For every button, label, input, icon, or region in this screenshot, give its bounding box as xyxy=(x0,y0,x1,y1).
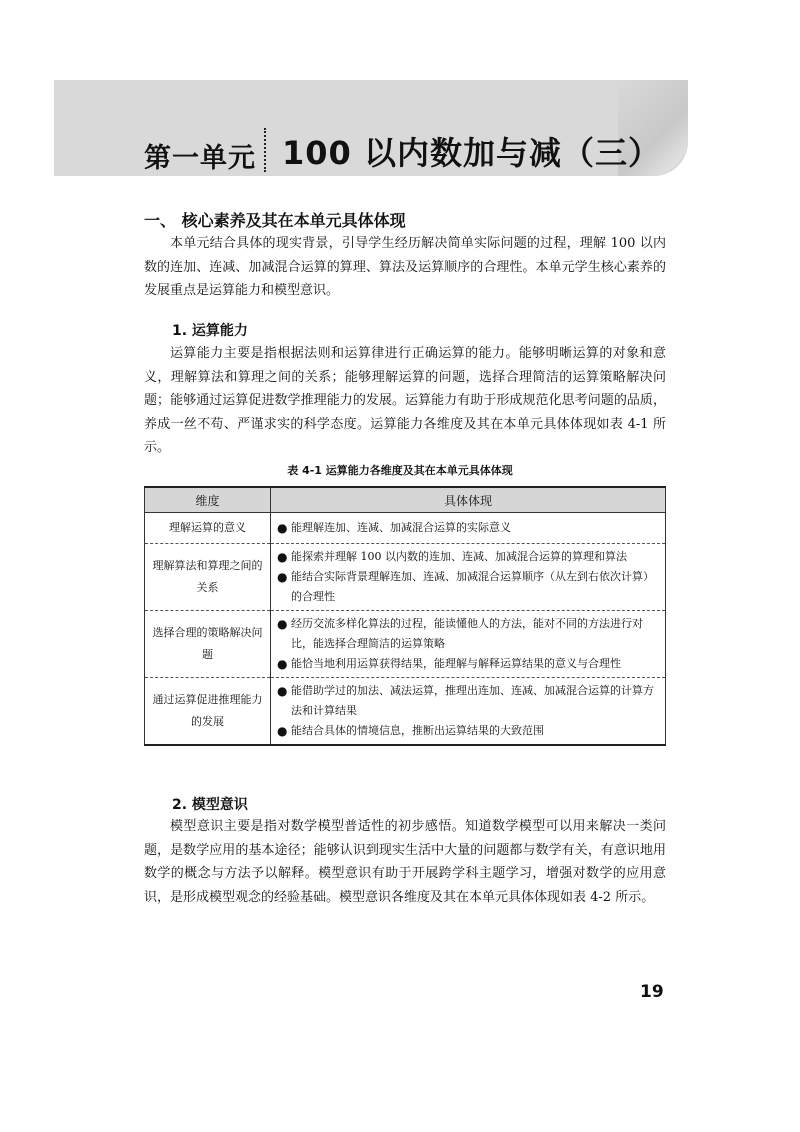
subheading-model-awareness: 2. 模型意识 xyxy=(172,797,248,813)
bullet-icon: ● xyxy=(277,570,288,584)
item-text: 能借助学过的加法、减法运算，推理出连加、连减、加减混合运算的计算方法和计算结果 xyxy=(291,684,654,717)
table-row xyxy=(145,611,666,678)
table-row xyxy=(145,544,666,611)
subheading-operation-ability: 1. 运算能力 xyxy=(172,323,248,339)
item-text: 能结合具体的情境信息，推断出运算结果的大致范围 xyxy=(291,724,544,737)
bullet-icon: ● xyxy=(277,617,288,631)
section-heading: 一、 核心素养及其在本单元具体体现 xyxy=(144,211,406,230)
table-header-row xyxy=(145,487,666,513)
item-text: 能探索并理解 100 以内数的连加、连减、加减混合运算的算理和算法 xyxy=(291,550,627,563)
list-item xyxy=(277,654,659,674)
table-row xyxy=(145,678,666,746)
item-text: 能结合实际背景理解连加、连减、加减混合运算顺序（从左到右依次计算）的合理性 xyxy=(291,570,654,603)
item-text: 能恰当地利用运算获得结果，能理解与解释运算结果的意义与合理性 xyxy=(291,657,621,670)
bullet-icon: ● xyxy=(277,521,288,535)
table-caption: 表 4-1 运算能力各维度及其在本单元具体体现 xyxy=(287,464,513,477)
unit-title: 100 以内数加与减（三） xyxy=(282,134,661,172)
operation-ability-paragraph: 运算能力主要是指根据法则和运算律进行正确运算的能力。能够明晰运算的对象和意义，理解算法和算理之间的关系；能够理解运算的问题，选择合理简洁的运算策略解决问题；能够通过运算促进数学推理能力的发展。运算能力有助于形成规范化思考问题的品质，养成一丝不苟、严谨求实的科学态度。运算能力各维度及其在本单元具体体现如表 4-1 所示。 xyxy=(144,346,666,455)
row-dimension: 理解算法和算理之间的关系 xyxy=(145,544,271,611)
row-dimension: 理解运算的意义 xyxy=(145,513,271,544)
list-item xyxy=(277,614,659,654)
row-detail xyxy=(271,611,666,678)
list-item xyxy=(277,547,659,567)
row-dimension: 通过运算促进推理能力的发展 xyxy=(145,678,271,746)
unit-label: 第一单元 xyxy=(144,143,256,174)
dimensions-table xyxy=(144,486,666,746)
bullet-icon: ● xyxy=(277,724,288,738)
bullet-icon: ● xyxy=(277,657,288,671)
list-item xyxy=(277,518,659,538)
bullet-icon: ● xyxy=(277,550,288,564)
list-item xyxy=(277,681,659,721)
table-header-detail: 具体体现 xyxy=(271,487,666,513)
row-detail xyxy=(271,513,666,544)
list-item xyxy=(277,721,659,741)
intro-paragraph: 本单元结合具体的现实背景，引导学生经历解决简单实际问题的过程，理解 100 以内数的连加、连减、加减混合运算的算理、算法及运算顺序的合理性。本单元学生核心素养的发展重点是运算能力和模型意识。 xyxy=(144,236,666,298)
row-dimension: 选择合理的策略解决问题 xyxy=(145,611,271,678)
list-item xyxy=(277,567,659,607)
table-row xyxy=(145,513,666,544)
table-header-dimension: 维度 xyxy=(145,487,271,513)
model-awareness-paragraph: 模型意识主要是指对数学模型普适性的初步感悟。知道数学模型可以用来解决一类问题，是数学应用的基本途径；能够认识到现实生活中大量的问题都与数学有关，有意识地用数学的概念与方法予以解释。模型意识有助于开展跨学科主题学习，增强对数学的应用意识，是形成模型观念的经验基础。模型意识各维度及其在本单元具体体现如表 4-2 所示。 xyxy=(144,819,666,905)
item-text: 能理解连加、连减、加减混合运算的实际意义 xyxy=(291,521,511,534)
row-detail xyxy=(271,544,666,611)
row-detail xyxy=(271,678,666,746)
unit-divider xyxy=(264,128,266,172)
bullet-icon: ● xyxy=(277,684,288,698)
page-number: 19 xyxy=(640,982,664,1002)
item-text: 经历交流多样化算法的过程，能读懂他人的方法，能对不同的方法进行对比，能选择合理简洁的运算策略 xyxy=(291,617,643,650)
